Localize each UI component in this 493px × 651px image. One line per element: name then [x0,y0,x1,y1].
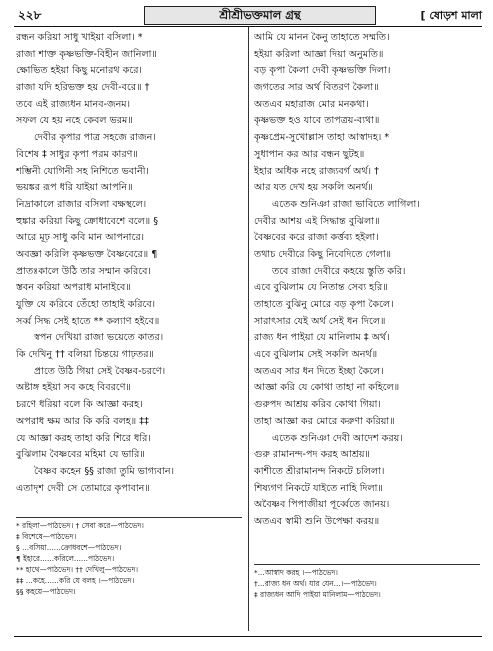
right-verse-line: অতএব সার ধন দিতে ইচ্ছা কৈলে। [254,365,384,377]
left-footnote: ‡ বিশেষে—পাঠভেদ। [16,532,77,541]
right-footnotes [254,567,482,600]
right-verse-line: তথাচ দেবীরে কিছু নিবেদিতে গেলা॥ [254,248,392,260]
left-verse-line: অবজ্ঞা করিলি কৃষ্ণভক্ত বৈষ্ণবেরে॥ ¶ [16,248,158,260]
right-verse-line: কৃষ্ণপ্রেম-সুখোল্লাস তাহা আস্বাদহ। * [254,132,390,144]
right-verse-line: দেবীর আশয় এই সিদ্ধান্ত বুঝিলা॥ [254,215,380,227]
left-verse-line: কি দেখিনু †† বলিয়া চিন্তয়ে গাঢ়তর॥ [16,349,154,361]
left-verse-line: রাজা যদি হরিভক্ত হয় দেবী-বরে॥ † [16,82,150,94]
right-verse-line: রাজ্য ধন পাইয়া যে মানিলাম ‡ অর্থ। [254,332,390,344]
right-verse-line: সারাৎসার যেই অর্থ সেই ধন দিলে॥ [254,315,386,327]
left-verse-line: শম্ভিনী যোগিনী সহ নিশিতে ভবানী। [16,165,149,177]
left-verse-line: রন্ধন করিয়া সাধু খাইয়া বসিলা। * [16,32,143,43]
right-verse-line: এতেক শুনিঞা দেবী আদেশ করয়। [272,432,403,444]
left-verse-line: এতাদৃশ দেবী সে তোমারে কৃপাবান॥ [16,482,150,494]
right-verse-line: আমি যে মানন কৈনু তাহাতে সম্মতি। [254,32,390,43]
right-verse-line: শিষ্যগণ নিকটে যাইতে নাহি দিলা॥ [254,482,383,494]
left-verse-line: যুক্তি যে করিবে তেঁহো তাহাই করিবে। [16,299,156,310]
left-verse-line: বুঝিলাম বৈষ্ণবের মহিমা যে ভারি॥ [16,449,145,461]
left-verse-line: ক্ষোভিত হইয়া কিছু মনোরথ করে। [16,65,142,77]
right-verse-line: অতএব মহারাজ মোর মনকথা। [254,98,369,110]
left-verse-line: প্রাতঃকালে উঠি তার সম্মান করিবে। [16,265,151,277]
right-verse-line: জগতের সার অর্থ বিতরণ কৈলা॥ [254,82,379,94]
left-verse-line: রাজা শাক্ত কৃষ্ণভক্তি-বিহীন জানিলা॥ [16,48,157,60]
right-verse-line: বড় কৃপা কৈলা দেবী কৃষ্ণভক্তি দিলা। [254,65,391,77]
left-verse-line: সফল যে হয় নহে কেবল ভরম॥ [16,115,133,127]
right-footnote: *...আস্বাদ করহ ।—পাঠভেদ। [254,568,338,577]
right-verse-line: তাহাতে বুঝিনু মোরে বড় কৃপা কৈলে। [254,299,394,310]
left-verse-line: চরণে ধরিয়া বলে কি আজ্ঞা করহ। [16,399,143,411]
chapter-label: [ ষোড়শ মালা [420,9,482,22]
right-verse-line: আর যত দেখ হয় সকলি অনর্থ॥ [254,182,373,194]
right-verse-line: অবৈষ্ণব পিপাজীয়া পূর্ব্বেতে জানয়। [254,499,390,511]
left-footnote: ** হাথে—পাঠভেদ। †† দেখিলু—পাঠভেদ। [16,565,138,574]
right-verse-line: এবে বুঝিলাম যে নিতান্ত সেব্য হরি॥ [254,282,388,294]
right-verse-line: এবে বুঝিলাম সেই সকলি অনর্থ॥ [254,349,378,361]
right-verse-line: গুরু রামানন্দ-পদ করহ আশ্রয়॥ [254,449,370,461]
right-verse-line: ইহার অধিক নহে রাজ্যবর্গ অর্থ। † [254,165,379,177]
left-footnote-rule [16,517,242,518]
left-verse-line: বৈষ্ণব কহেন §§ রাজা তুমি ভাগ্যবান। [34,465,175,477]
left-footnote: § ...বসিয়া......ক্রোধবশে—পাঠভেদ। [16,543,122,552]
page-header [14,4,484,26]
left-verse-line: সর্ব্ব সিদ্ধ সেই হাতে ** কল্যাণ হইবে॥ [16,315,160,327]
column-divider [248,27,249,631]
left-footnotes [16,520,244,597]
left-verse-line: প্রাতে উঠি গিয়া সেই বৈষ্ণব-চরণে। [34,365,166,377]
left-verse-line: যে আজ্ঞা করহ তাহা করি শিরে ধরি। [16,432,151,444]
left-verse-line: ভয়ঙ্কর রূপ ধরি যাইয়া আপনি॥ [16,182,133,194]
right-verse-line: আজ্ঞা করি যে কোথা তাহা না কহিলে॥ [254,382,400,394]
right-verse-line: এতেক শুনিঞা রাজা ভাবিতে লাগিলা। [272,198,420,210]
running-title: শ্রীশ্রীভক্তমাল গ্রন্থ [144,6,376,25]
right-verse-line: তবে রাজা দেবীরে কহয়ে স্তুতি করি। [272,265,406,277]
footer-rule [14,636,482,637]
left-verse-line: দেবীর কৃপার পাত্র সহজে রাজন। [34,132,156,144]
right-verse-line: বৈষ্ণবের করে রাজা কর্ত্তব্য হইলা। [254,232,379,244]
right-verse-line: তাহা আজ্ঞা কর মোরে করুণা করিয়া॥ [254,415,395,427]
left-verse-line: আরে মূঢ় সাধু কবি মান আপনারে। [16,232,145,244]
left-verse-line: স্বপন দেখিয়া রাজা ভয়েতে কাতর। [34,332,164,344]
right-verse-line: হইয়া করিলা আজ্ঞা দিয়া অনুমতি॥ [254,48,384,60]
right-footnote: †...রাজ্য ধন অর্থ। যার যেন...।—পাঠভেদ। [254,579,377,588]
left-verse-line: বিশেষ ‡ সাধুর কৃপা পরম কারণ॥ [16,148,138,160]
right-verse-line: অতএব স্বামী শুনি উপেক্ষা করয়॥ [254,515,380,527]
left-footnote: ¶ ইহারে......করিলে......পাঠভেদ। [16,554,115,563]
right-verse-line: সুধাপান কর আর বন্ধন ছুটহ॥ [254,148,365,160]
left-verse-line: অপরাধ ক্ষম আর কি করি বলহ॥ ‡‡ [16,415,149,427]
left-verse-line: স্তবন করিয়া অপরাধ মানাইবে॥ [16,282,131,294]
right-footnote: ‡ রাজ্যধন আদি পাইয়া মানিলাম—পাঠভেদ। [254,590,381,599]
right-verse-line: কৃষ্ণভক্ত হও যাবে তাপত্রয়-ব্যথা॥ [254,115,380,127]
left-verse-line: তবে এই রাজ্যধন মানব-জনম। [16,98,131,110]
right-verse-line: কাশীতে শ্রীরামানন্দ নিকটে চলিলা। [254,465,385,477]
left-verse-line: অষ্টাঙ্গ হইয়া সব কহে বিবরণে॥ [16,382,131,394]
left-column [16,30,244,497]
left-verse-line: নিদ্রাকালে রাজার বসিলা বক্ষস্থলে। [16,198,147,210]
right-footnote-rule [254,564,480,565]
left-footnote: §§ কহয়ে—পাঠভেদ। [16,587,76,596]
right-verse-line: গুরুপদ আশ্রয় করিব কোথা গিয়া। [254,399,381,411]
left-footnote: ‡‡ ...কহে......করি যে বলহ ।—পাঠভেদ। [16,576,135,585]
right-column [254,30,482,531]
left-footnote: * রহিলা—পাঠভেদ। † সেবা করে—পাঠভেদ। [16,521,144,530]
left-verse-line: হুঙ্কার করিয়া কিছু ক্রোধাবেশে বলে॥ § [16,215,159,227]
page-number: ২২৮ [18,8,42,22]
